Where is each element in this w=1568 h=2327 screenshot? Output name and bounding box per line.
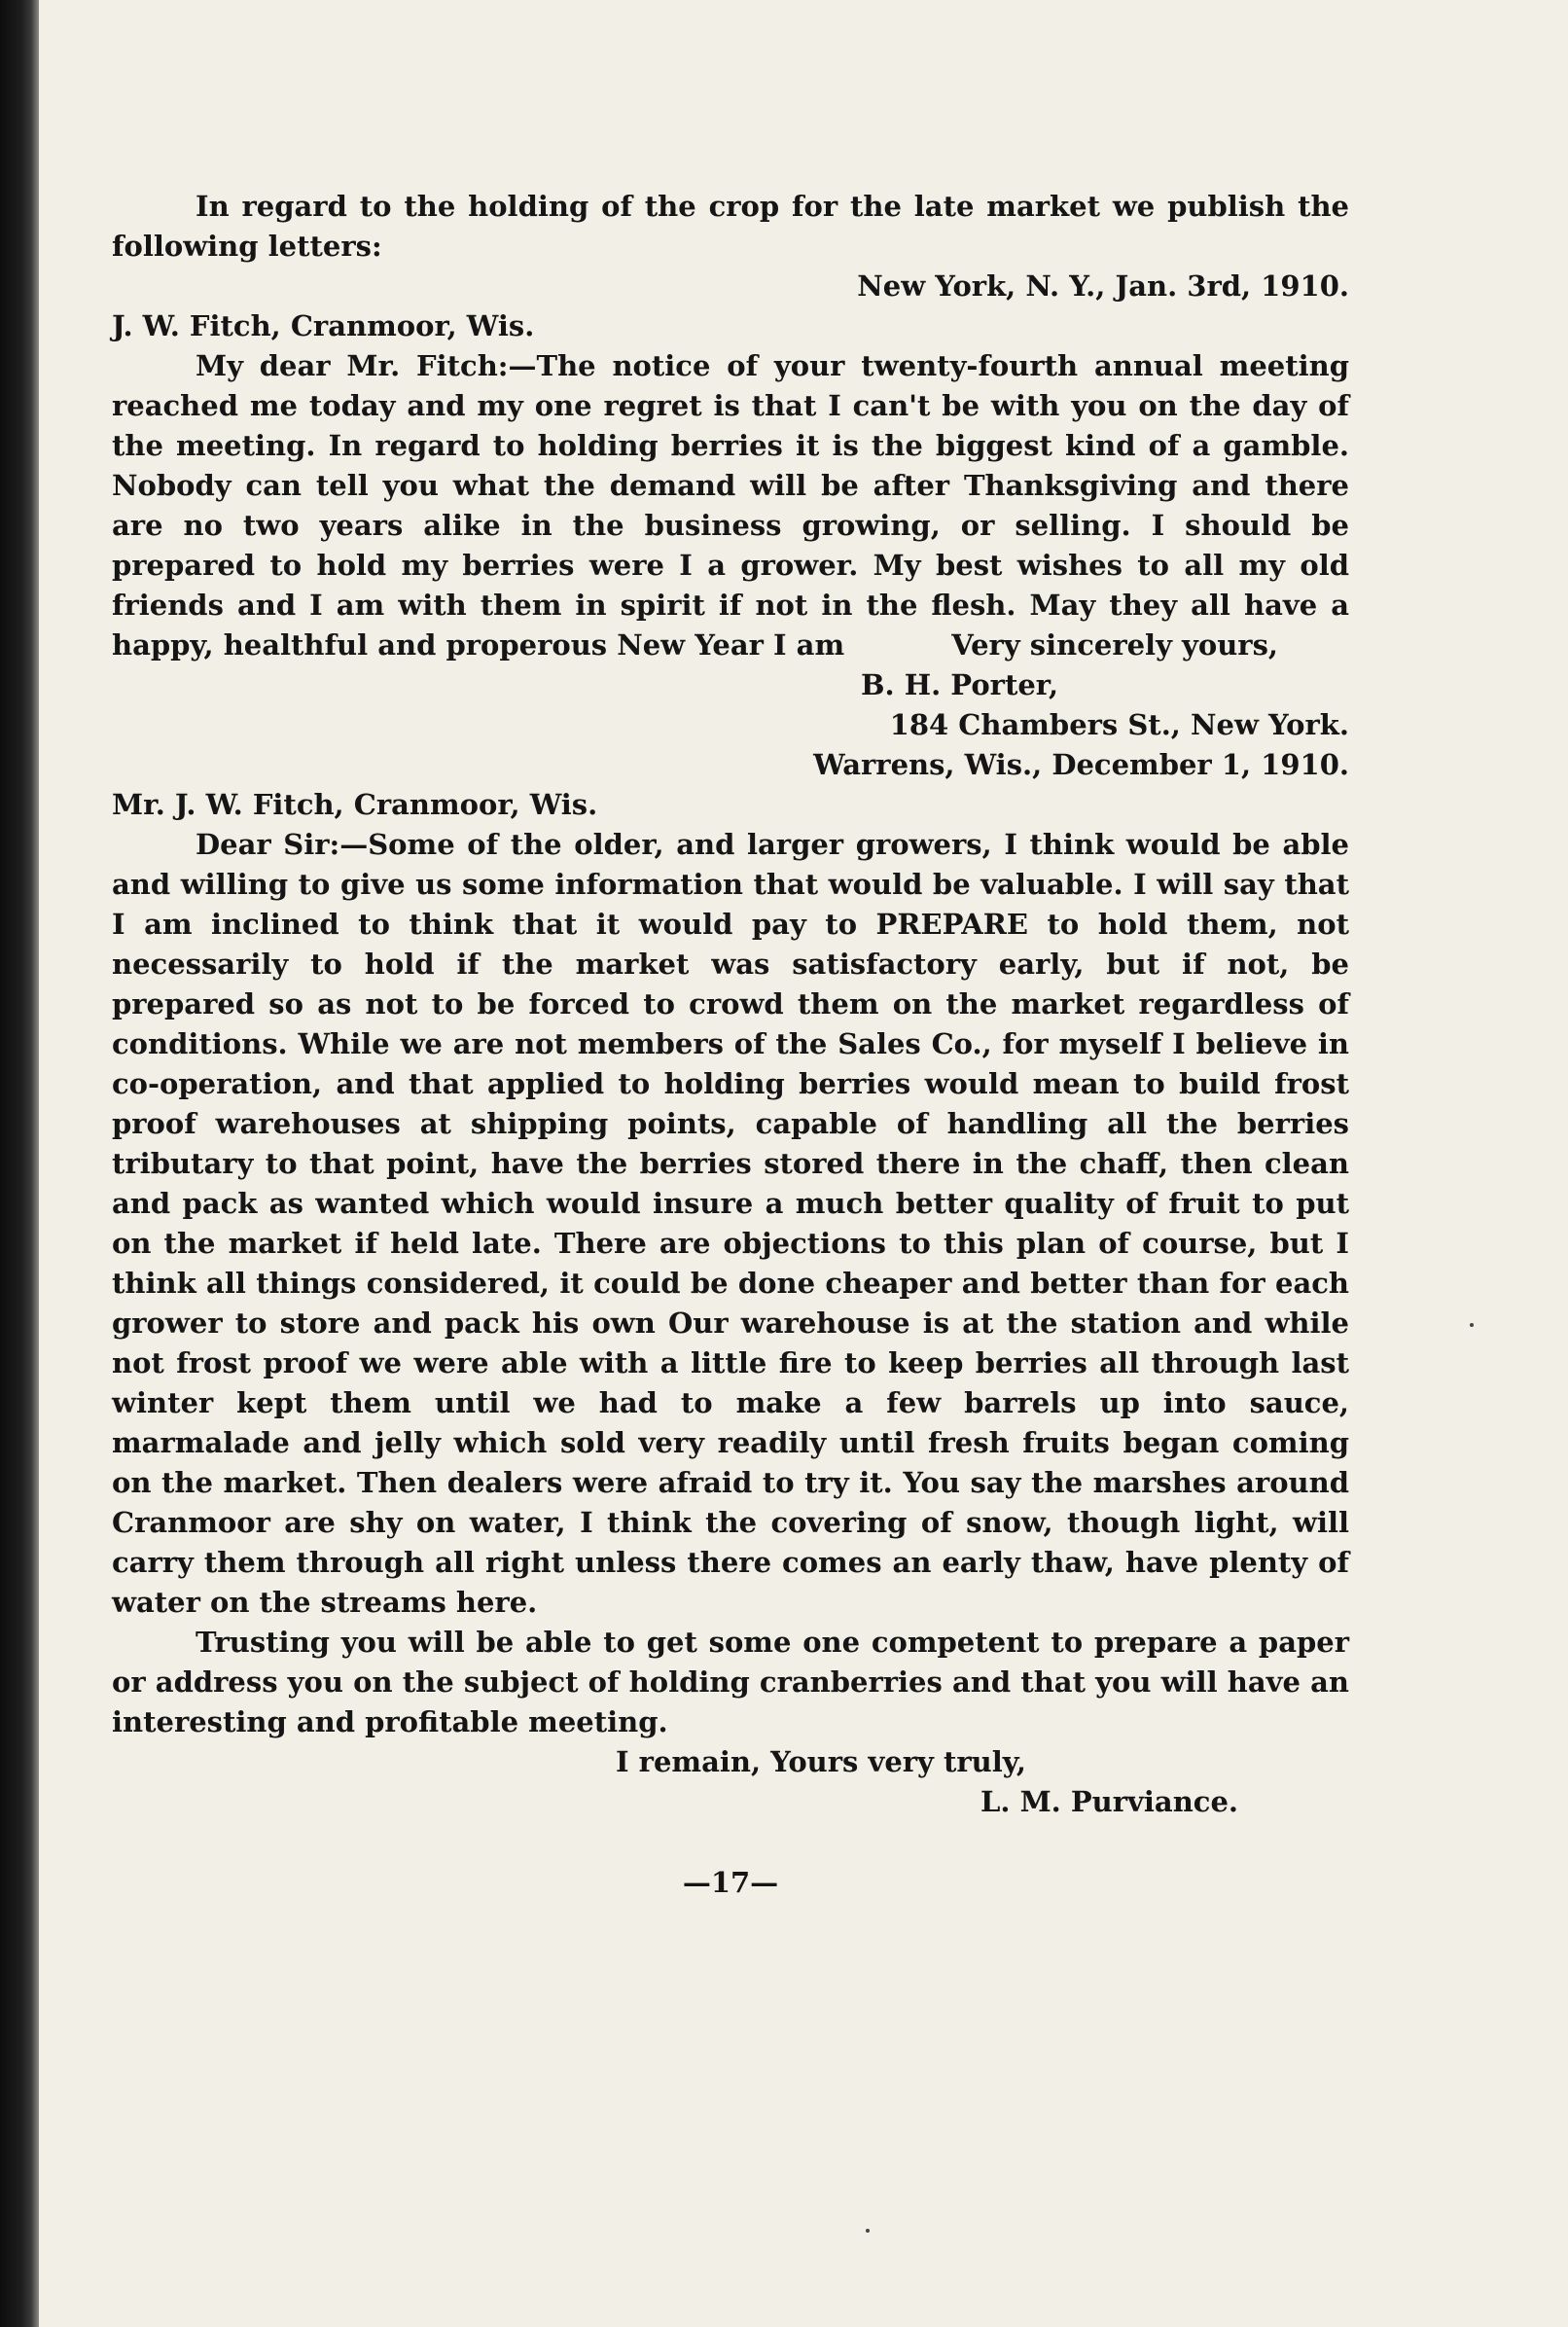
letter1-body	[112, 346, 1349, 665]
letter-purviance	[112, 745, 1349, 1822]
letter2-closing: I remain, Yours very truly,	[616, 1745, 1026, 1778]
ink-speck	[1470, 1323, 1474, 1327]
letter2-dateline: Warrens, Wis., December 1, 1910.	[813, 748, 1349, 781]
letter2-signature: L. M. Purviance.	[980, 1785, 1238, 1818]
letter2-body-closing: Trusting you will be able to get some one competent to prepare a paper or address you on the subject of holding cranberries and that you will have an interesting and profitable meeting.	[112, 1626, 1349, 1738]
letter1-signature: B. H. Porter,	[861, 668, 1059, 701]
letter1-closing: Very sincerely yours,	[951, 628, 1278, 662]
ink-speck	[866, 2229, 870, 2233]
letter1-dateline: New York, N. Y., Jan. 3rd, 1910.	[857, 269, 1349, 303]
letter1-body-text: My dear Mr. Fitch:—The notice of your twenty-fourth annual meeting reached me today and my one regret is that I can't be with you on the day of the meeting. In regard to holding berries it is the biggest kind of a gamble. Nobody can tell you what the demand will be after Thanksgiving and there are no two years alike in the business growing, or selling. I should be prepared to hold my berries were I a grower. My best wishes to all my old friends and I am with them in spirit if not in the flesh. May they all have a happy, healthful and properous New Year I am	[112, 349, 1349, 662]
book-binding-shadow	[0, 0, 39, 2327]
letter2-body: Dear Sir:—Some of the older, and larger growers, I think would be able and willing to give us some information that would be valuable. I will say that I am inclined to think that it would pay to PREPARE to hold them, not necessarily to hold if the market was satisfactory early, but if not, be prepared so as not to be forced to crowd them on the market regardless of conditions. While we are not members of the Sales Co., for myself I believe in co-operation, and that applied to holding berries would mean to build frost proof warehouses at shipping points, capable of handling all the berries tributary to that point, have the berries stored there in the chaff, then clean and pack as wanted which would insure a much better quality of fruit to put on the market if held late. There are objections to this plan of course, but I think all things considered, it could be done cheaper and better than for each grower to store and pack his own Our warehouse is at the station and while not frost proof we were able with a little fire to keep berries all through last winter kept them until we had to make a few barrels up into sauce, marmalade and jelly which sold very readily until fresh fruits began coming on the market. Then dealers were afraid to try it. You say the marshes around Cranmoor are shy on water, I think the covering of snow, though light, will carry them through all right unless there comes an early thaw, have plenty of water on the streams here.	[112, 828, 1349, 1619]
letter-porter	[112, 267, 1349, 745]
document-page	[112, 187, 1349, 1903]
letter1-address: 184 Chambers St., New York.	[889, 708, 1349, 741]
intro-paragraph: In regard to the holding of the crop for the late market we publish the following letters:	[112, 190, 1349, 263]
page-number: —17—	[682, 1866, 779, 1899]
letter1-addressee: J. W. Fitch, Cranmoor, Wis.	[112, 309, 535, 342]
letter2-addressee: Mr. J. W. Fitch, Cranmoor, Wis.	[112, 788, 598, 821]
